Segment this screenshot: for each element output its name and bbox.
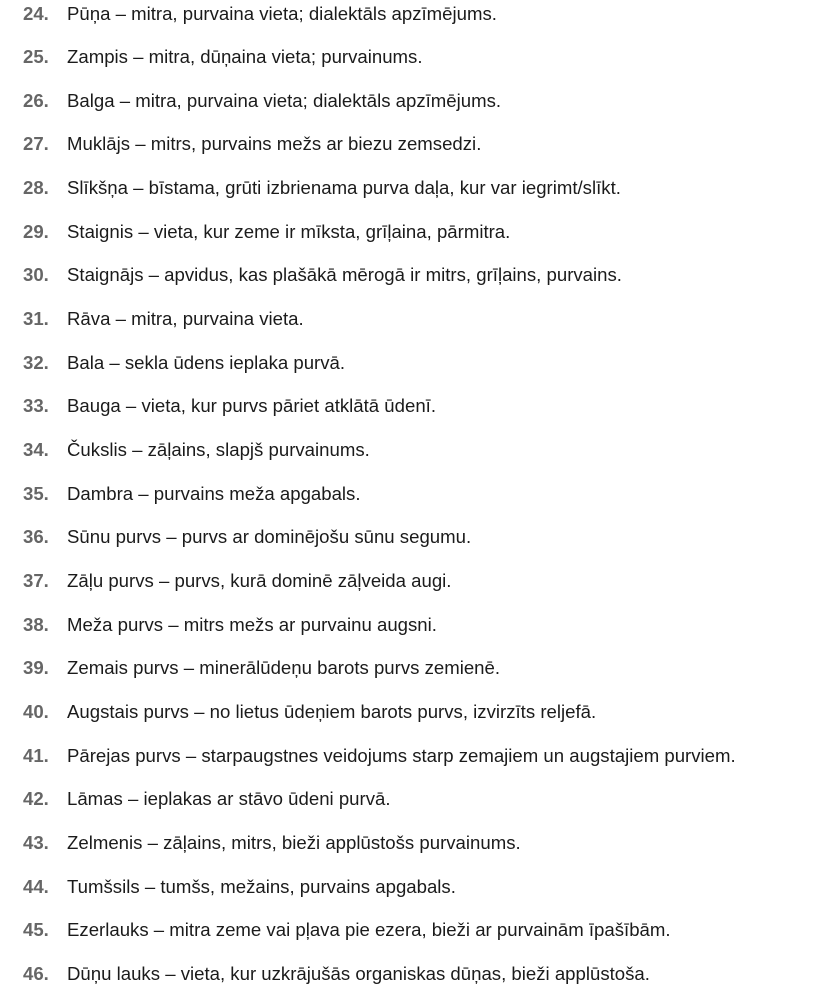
item-number: 42. <box>23 788 49 809</box>
list-item <box>0 871 839 903</box>
item-number: 43. <box>23 832 49 853</box>
item-number: 25. <box>23 46 49 67</box>
item-text: Staignis – vieta, kur zeme ir mīksta, grīļaina, pārmitra. <box>67 221 511 242</box>
list-item <box>0 652 839 684</box>
item-number: 44. <box>23 876 49 897</box>
item-text: Tumšsils – tumšs, mežains, purvains apgabals. <box>67 876 456 897</box>
item-text: Čukslis – zāļains, slapjš purvainums. <box>67 439 370 460</box>
list-item <box>0 434 839 466</box>
item-text: Staignājs – apvidus, kas plašākā mērogā ir mitrs, grīļains, purvains. <box>67 264 622 285</box>
item-number: 33. <box>23 395 49 416</box>
item-number: 40. <box>23 701 49 722</box>
item-text: Slīkšņa – bīstama, grūti izbrienama purva daļa, kur var iegrimt/slīkt. <box>67 177 621 198</box>
item-text: Dūņu lauks – vieta, kur uzkrājušās organiskas dūņas, bieži applūstoša. <box>67 963 650 984</box>
item-text: Pūņa – mitra, purvaina vieta; dialektāls apzīmējums. <box>67 3 497 24</box>
list-item <box>0 914 839 946</box>
item-text: Bala – sekla ūdens ieplaka purvā. <box>67 352 346 373</box>
item-number: 29. <box>23 221 49 242</box>
list-item <box>0 347 839 379</box>
list-item <box>0 216 839 248</box>
item-number: 34. <box>23 439 49 460</box>
list-item <box>0 259 839 291</box>
list-item <box>0 609 839 641</box>
item-text: Muklājs – mitrs, purvains mežs ar biezu zemsedzi. <box>67 133 482 154</box>
list-item <box>0 696 839 728</box>
list-item <box>0 0 839 30</box>
item-number: 26. <box>23 90 49 111</box>
list-item <box>0 958 839 990</box>
item-number: 39. <box>23 657 49 678</box>
item-text: Dambra – purvains meža apgabals. <box>67 483 361 504</box>
item-number: 36. <box>23 526 49 547</box>
list-item <box>0 740 839 772</box>
item-text: Augstais purvs – no lietus ūdeņiem barots purvs, izvirzīts reljefā. <box>67 701 597 722</box>
item-text: Zelmenis – zāļains, mitrs, bieži applūstošs purvainums. <box>67 832 521 853</box>
item-number: 35. <box>23 483 49 504</box>
list-item <box>0 172 839 204</box>
list-item <box>0 827 839 859</box>
list-item <box>0 783 839 815</box>
item-text: Ezerlauks – mitra zeme vai pļava pie ezera, bieži ar purvainām īpašībām. <box>67 919 671 940</box>
item-text: Lāmas – ieplakas ar stāvo ūdeni purvā. <box>67 788 391 809</box>
item-number: 38. <box>23 614 49 635</box>
item-text: Meža purvs – mitrs mežs ar purvainu augsni. <box>67 614 437 635</box>
list-item <box>0 128 839 160</box>
item-number: 27. <box>23 133 49 154</box>
list-item <box>0 478 839 510</box>
item-text: Zemais purvs – minerālūdeņu barots purvs zemienē. <box>67 657 501 678</box>
list-item <box>0 565 839 597</box>
item-number: 31. <box>23 308 49 329</box>
item-number: 46. <box>23 963 49 984</box>
list-item <box>0 85 839 117</box>
item-number: 45. <box>23 919 49 940</box>
item-number: 37. <box>23 570 49 591</box>
item-text: Zampis – mitra, dūņaina vieta; purvainums. <box>67 46 423 67</box>
item-text: Sūnu purvs – purvs ar dominējošu sūnu segumu. <box>67 526 472 547</box>
item-text: Zāļu purvs – purvs, kurā dominē zāļveida augi. <box>67 570 452 591</box>
item-text: Pārejas purvs – starpaugstnes veidojums starp zemajiem un augstajiem purviem. <box>67 745 736 766</box>
list-item <box>0 390 839 422</box>
item-text: Balga – mitra, purvaina vieta; dialektāls apzīmējums. <box>67 90 502 111</box>
item-number: 24. <box>23 3 49 24</box>
item-text: Rāva – mitra, purvaina vieta. <box>67 308 304 329</box>
item-number: 41. <box>23 745 49 766</box>
list-item <box>0 41 839 73</box>
item-number: 28. <box>23 177 49 198</box>
item-number: 32. <box>23 352 49 373</box>
list-item <box>0 303 839 335</box>
list-item <box>0 521 839 553</box>
item-text: Bauga – vieta, kur purvs pāriet atklātā ūdenī. <box>67 395 436 416</box>
item-number: 30. <box>23 264 49 285</box>
